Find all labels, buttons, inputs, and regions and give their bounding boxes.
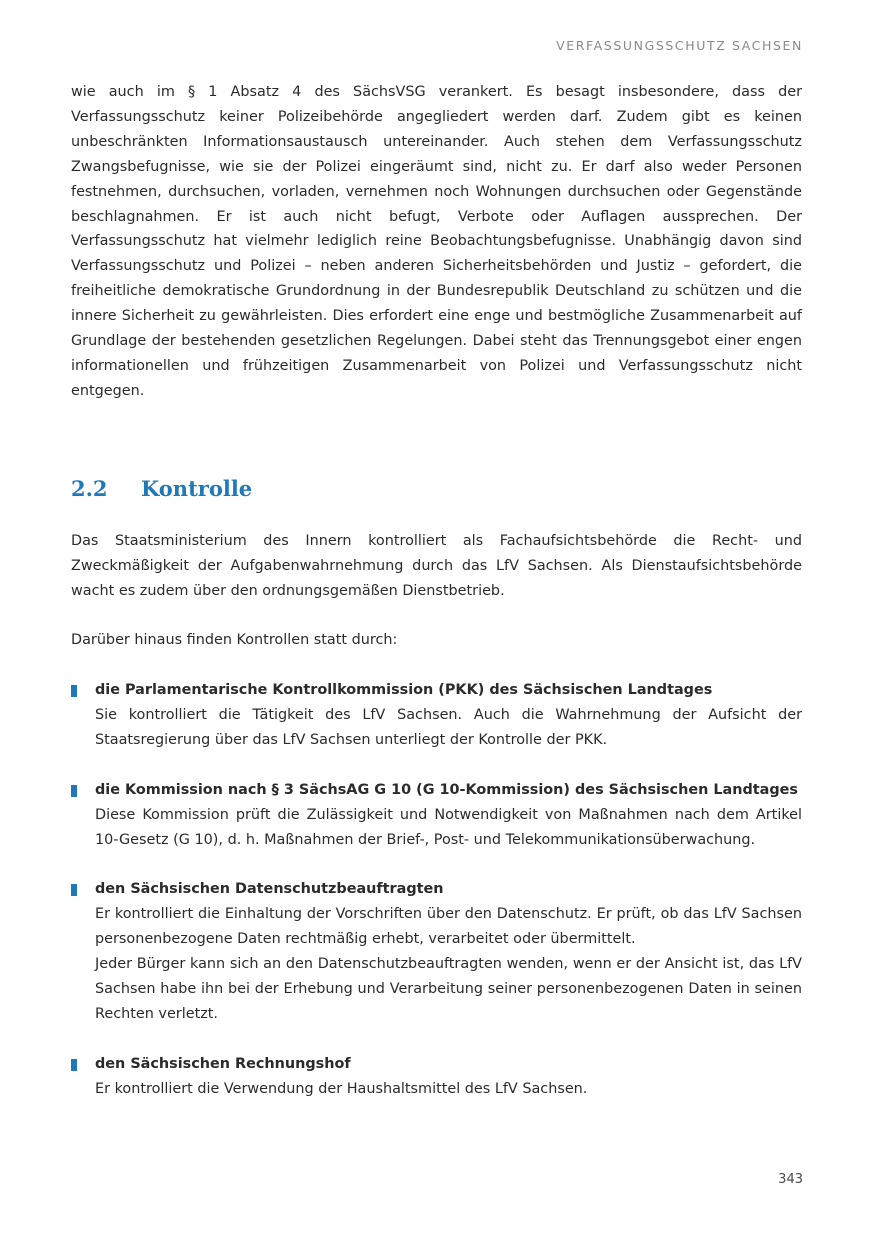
section-number: 2.2 [71,476,108,501]
section-intro-block [71,529,802,604]
list-item-audit-court [71,1052,802,1102]
list-item-description-continued: Jeder Bürger kann sich an den Datenschutzbeauftragten wenden, wenn er der Ansicht ist, das LfV Sachsen habe ihn bei der Erhebung und Verarbeitung seiner personenbezogenen Daten in seinen Rechten verletzt. [95,956,802,1022]
list-item-title: den Sächsischen Datenschutzbeauftragten [95,881,444,898]
square-bullet-icon [71,1059,77,1071]
page-number: 343 [778,1172,803,1187]
section-heading [71,474,252,504]
list-item-g10-commission [71,778,802,853]
opening-paragraph: wie auch im § 1 Absatz 4 des SächsVSG verankert. Es besagt insbesondere, dass der Verfassungsschutz keiner Polizeibehörde angegliedert werden darf. Zudem gibt es keinen unbeschränkten Informationsaustausch untereinander. Auch stehen dem Verfassungsschutz Zwangsbefugnisse, wie sie der Polizei eingeräumt sind, nicht zu. Er darf also weder Personen festnehmen, durchsuchen, vorladen, vernehmen noch Wohnungen durchsuchen oder Gegenstände beschlagnahmen. Er ist auch nicht befugt, Verbote oder Auflagen aussprechen. Der Verfassungsschutz hat vielmehr lediglich reine Beobachtungsbefugnisse. Unabhängig davon sind Verfassungsschutz und Polizei – neben anderen Sicherheitsbehörden und Justiz – gefordert, die freiheitliche demokratische Grundordnung in der Bundesrepublik Deutschland zu schützen und die innere Sicherheit zu gewährleisten. Dies erfordert eine enge und bestmögliche Zusammenarbeit auf Grundlage der bestehenden gesetzlichen Regelungen. Dabei steht das Trennungsgebot einer engen informationellen und frühzeitigen Zusammenarbeit von Polizei und Verfassungsschutz nicht entgegen. [71,84,802,399]
running-header: VERFASSUNGSSCHUTZ SACHSEN [556,38,803,53]
list-item-description: Er kontrolliert die Verwendung der Haushaltsmittel des LfV Sachsen. [95,1080,588,1097]
main-text-block [71,80,802,404]
list-item-title: die Parlamentarische Kontrollkommission (PKK) des Sächsischen Landtages [95,682,713,698]
section-lead-paragraph: Darüber hinaus finden Kontrollen statt durch: [71,632,398,648]
square-bullet-icon [71,685,77,697]
section-title: Kontrolle [141,476,253,501]
section-lead-block [71,628,802,653]
list-item-description: Diese Kommission prüft die Zulässigkeit und Notwendigkeit von Maßnahmen nach dem Artikel 10-Gesetz (G 10), d. h. Maßnahmen der Brief-, Post- und Telekommunikationsüberwachung. [95,806,802,848]
list-item-pkk [71,678,802,753]
list-item-data-protection [71,877,802,1026]
section-intro-paragraph: Das Staatsministerium des Innern kontrolliert als Fachaufsichtsbehörde die Recht- und Zweckmäßigkeit der Aufgabenwahrnehmung durch das LfV Sachsen. Als Dienstaufsichtsbehörde wacht es zudem über den ordnungsgemäßen Dienstbetrieb. [71,533,802,599]
list-item-description: Sie kontrolliert die Tätigkeit des LfV Sachsen. Auch die Wahrnehmung der Aufsicht der Staatsregierung über das LfV Sachsen unterliegt der Kontrolle der PKK. [95,706,802,748]
list-item-title: den Sächsischen Rechnungshof [95,1055,351,1072]
list-item-title: die Kommission nach § 3 SächsAG G 10 (G 10-Kommission) des Sächsischen Landtages [95,781,798,798]
list-item-description: Er kontrolliert die Einhaltung der Vorschriften über den Datenschutz. Er prüft, ob das LfV Sachsen personenbezogene Daten rechtmäßig erhebt, verarbeitet oder übermittelt. [95,906,802,948]
square-bullet-icon [71,884,77,896]
square-bullet-icon [71,785,77,797]
control-bodies-list [71,678,802,1127]
